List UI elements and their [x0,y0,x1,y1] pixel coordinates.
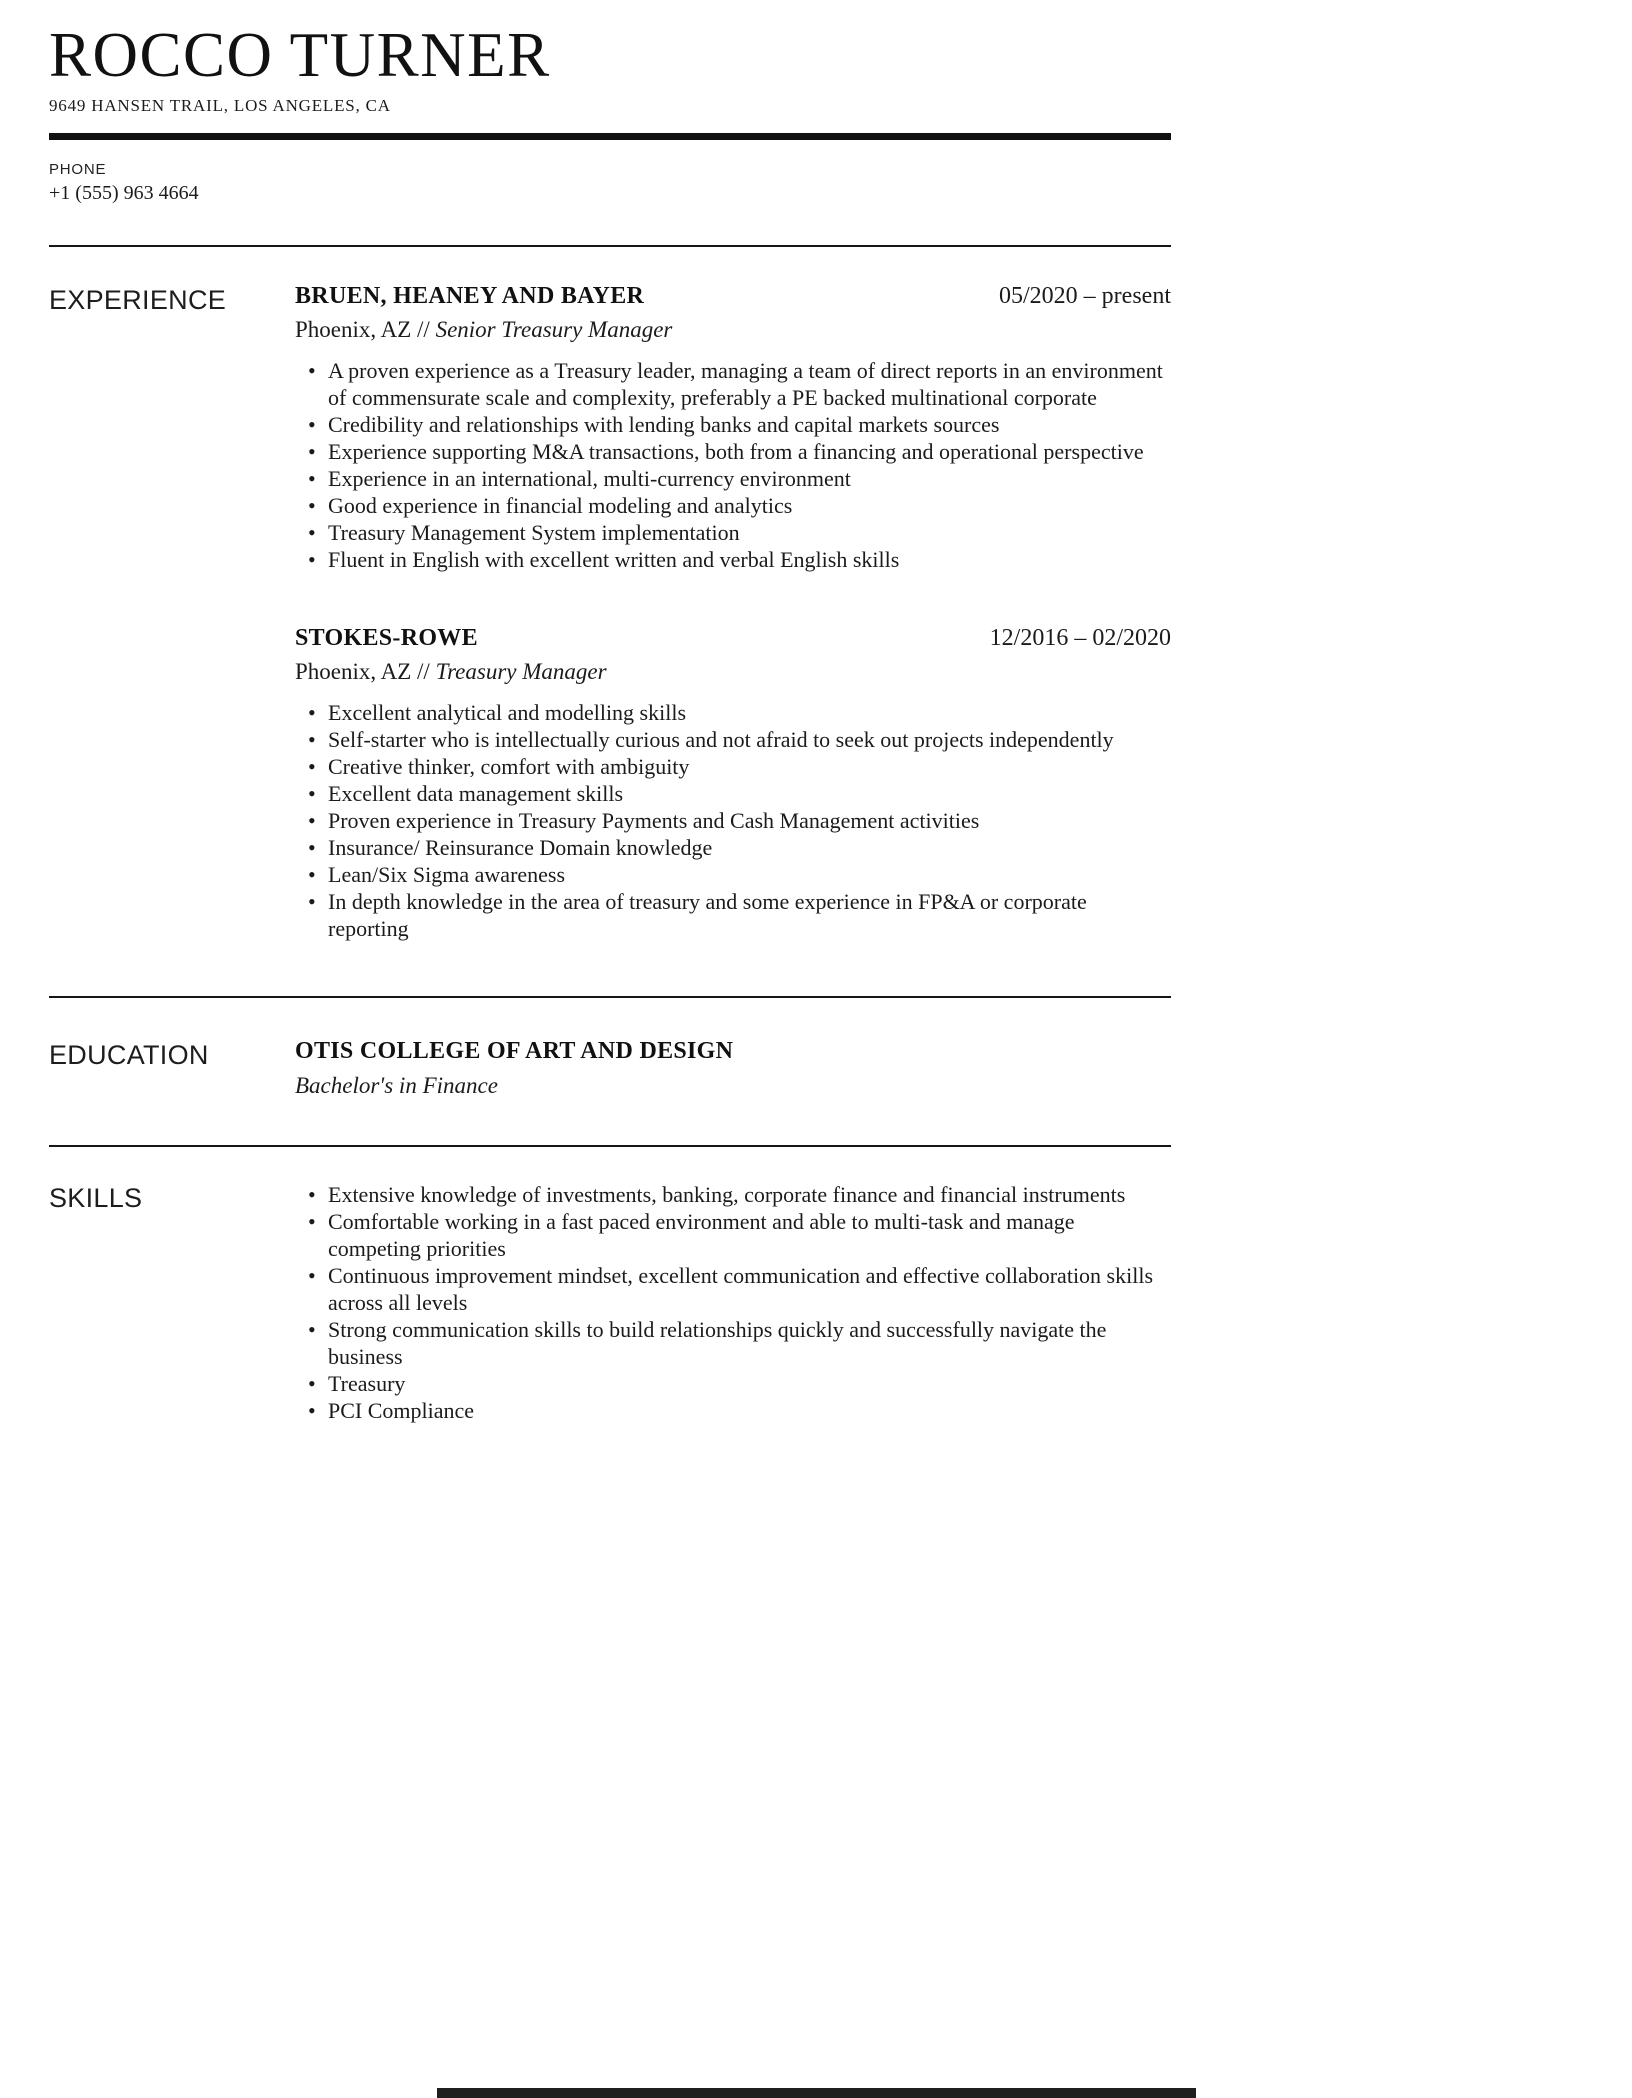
bullet-item: • Proven experience in Treasury Payments and Cash Management activities [295,807,1171,834]
job-bullets [295,357,1171,573]
bullet-item: • Comfortable working in a fast paced environment and able to multi-task and manage competing priorities [295,1208,1171,1262]
bullet-item: • Strong communication skills to build relationships quickly and successfully navigate the business [295,1316,1171,1370]
bullet-item: • Extensive knowledge of investments, banking, corporate finance and financial instruments [295,1181,1171,1208]
skills-body [295,1181,1171,1424]
job-location: Phoenix, AZ [295,317,412,342]
phone-number: +1 (555) 963 4664 [49,182,199,204]
bullet-item: • Treasury [295,1370,1171,1397]
job-separator: // [417,659,430,684]
job-subtitle [295,659,1171,685]
bullet-item: • Excellent data management skills [295,780,1171,807]
section-education [49,998,1171,1145]
school-name: OTIS COLLEGE OF ART AND DESIGN [295,1038,734,1064]
section-label-skills: SKILLS [49,1183,143,1213]
resume-name: ROCCO TURNER [49,20,551,90]
job-title: Treasury Manager [435,659,607,684]
company-name: BRUEN, HEANEY AND BAYER [295,283,645,309]
job-head [295,625,1171,652]
job-location: Phoenix, AZ [295,659,412,684]
phone-label: PHONE [49,161,107,178]
job-entry [295,625,1171,942]
company-name: STOKES-ROWE [295,625,478,651]
bullet-item: • Credibility and relationships with lending banks and capital markets sources [295,411,1171,438]
bullet-item: • A proven experience as a Treasury leader, managing a team of direct reports in an environment of commensurate scale and complexity, preferably a PE backed multinational corporate [295,357,1171,411]
section-label-experience: EXPERIENCE [49,285,227,315]
section-label-education: EDUCATION [49,1040,209,1070]
bullet-item: • PCI Compliance [295,1397,1171,1424]
job-dates: 05/2020 – present [999,283,1171,309]
footer-bar [437,2088,1196,2098]
bullet-item: • Continuous improvement mindset, excellent communication and effective collaboration skills across all levels [295,1262,1171,1316]
skills-bullets [295,1181,1171,1424]
degree: Bachelor's in Finance [295,1073,498,1098]
bullet-item: • Fluent in English with excellent written and verbal English skills [295,546,1171,573]
job-bullets [295,699,1171,942]
job-head [295,283,1171,310]
bullet-item: • Experience supporting M&A transactions, both from a financing and operational perspective [295,438,1171,465]
job-title: Senior Treasury Manager [435,317,673,342]
section-experience [49,247,1171,996]
job-separator: // [417,317,430,342]
job-subtitle [295,317,1171,343]
experience-body [295,283,1171,942]
bullet-item: • Insurance/ Reinsurance Domain knowledge [295,834,1171,861]
header-divider [49,133,1171,140]
bullet-item: • Experience in an international, multi-currency environment [295,465,1171,492]
job-dates: 12/2016 – 02/2020 [989,625,1171,651]
job-entry [295,283,1171,573]
bullet-item: • In depth knowledge in the area of treasury and some experience in FP&A or corporate reporting [295,888,1171,942]
bullet-item: • Excellent analytical and modelling skills [295,699,1171,726]
bullet-item: • Self-starter who is intellectually curious and not afraid to seek out projects independently [295,726,1171,753]
address: 9649 HANSEN TRAIL, LOS ANGELES, CA [49,96,391,115]
bullet-item: • Treasury Management System implementation [295,519,1171,546]
bullet-item: • Good experience in financial modeling and analytics [295,492,1171,519]
bullet-item: • Lean/Six Sigma awareness [295,861,1171,888]
section-skills [49,1147,1171,1424]
bullet-item: • Creative thinker, comfort with ambiguity [295,753,1171,780]
education-body [295,1038,1171,1099]
